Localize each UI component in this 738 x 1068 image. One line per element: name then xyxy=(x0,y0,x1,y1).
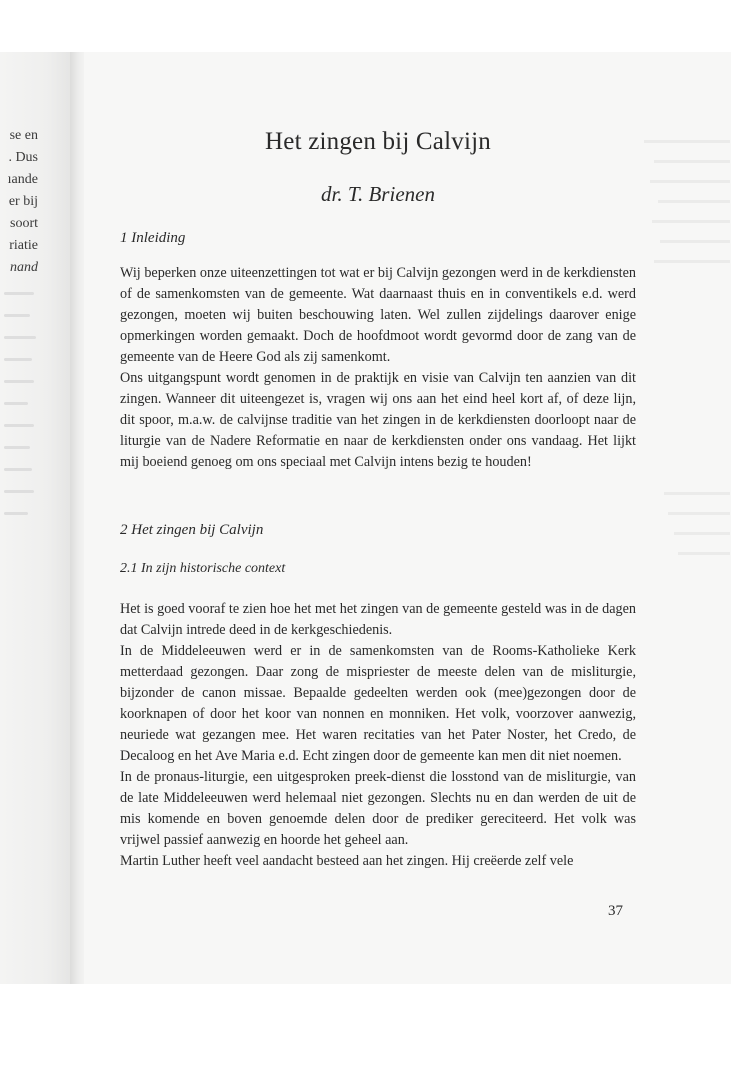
section-heading: 1 Inleiding xyxy=(120,230,186,246)
paragraph: Het is goed vooraf te zien hoe het met het zingen van de gemeente gesteld was in de dagen dat Calvijn intrede deed in de kerkgeschiedenis. xyxy=(120,601,636,638)
bleed-through-mark xyxy=(4,380,34,383)
bleed-through-mark xyxy=(652,220,730,223)
bleed-through-mark xyxy=(674,532,730,535)
left-page-fragment: . Dus xyxy=(8,150,38,165)
bleed-through-mark xyxy=(664,492,730,495)
paragraph: In de pronaus-liturgie, een uitgesproken preek-dienst die losstond van de misliturgie, van de late Middeleeuwen werd helemaal niet gezongen. Slechts nu en dan werden de uit de mis komende en boven genoemde delen door de prediker gereciteerd. Het volk was vrijwel passief aanwezig en hoorde het geheel aan. xyxy=(120,769,636,848)
bleed-through-mark xyxy=(4,468,32,471)
left-page-fragment: soort xyxy=(10,216,38,231)
page-number: 37 xyxy=(608,903,623,919)
left-page-fragment: se en xyxy=(9,128,38,143)
paragraph: Martin Luther heeft veel aandacht besteed aan het zingen. Hij creëerde zelf vele xyxy=(120,853,574,869)
paragraph: Wij beperken onze uiteenzettingen tot wat er bij Calvijn gezongen werd in de kerkdiensten of de samenkomsten van de gemeente. Wat daarnaast thuis en in conventikels e.d. werd gezongen, moeten wij buiten beschouwing laten. Wel zullen zijdelings daarover enige opmerkingen worden gemaakt. Doch de hoofdmoot wordt gevormd door de zang van de gemeente van de Heere God als zij samenkomt. xyxy=(120,265,636,365)
bleed-through-mark xyxy=(678,552,730,555)
paragraph: In de Middeleeuwen werd er in de samenkomsten van de Rooms-Katholieke Kerk metterdaad gezongen. Daar zong de mispriester de meeste delen van de misliturgie, bijzonder de canon missae. Bepaalde gedeelten werden ook (mee)gezongen door de koorknapen of door het koor van nonnen en monniken. Het volk, voorzover aanwezig, neuriede wat gezangen mee. Het waren recitaties van het Pater Noster, het Credo, de Decaloog en het Ave Maria e.d. Echt zingen door de gemeente kan men dit niet noemen. xyxy=(120,643,636,764)
left-page-fragment: er bij xyxy=(8,194,38,209)
section-body xyxy=(120,599,636,872)
bleed-through-mark xyxy=(654,160,730,163)
bleed-through-mark xyxy=(4,512,28,515)
bleed-through-mark xyxy=(4,336,36,339)
subsection-heading: 2.1 In zijn historische context xyxy=(120,561,286,576)
left-page-fragment: riatie xyxy=(9,238,38,253)
article-title: Het zingen bij Calvijn xyxy=(265,128,491,155)
section-body xyxy=(120,263,636,473)
paragraph: Ons uitgangspunt wordt genomen in de praktijk en visie van Calvijn ten aanzien van dit zingen. Wanneer dit uiteengezet is, vragen wij ons aan het eind heel kort af, of deze lijn, dit spoor, m.a.w. de calvijnse traditie van het zingen in de kerkdiensten doorloopt naar de liturgie van de Nadere Reformatie en naar de kerkdiensten onder ons vandaag. Het lijkt mij boeiend genoeg om ons speciaal met Calvijn intens bezig te houden! xyxy=(120,370,636,470)
bleed-through-mark xyxy=(4,358,32,361)
bleed-through-mark xyxy=(4,402,28,405)
left-page-fragment: nand xyxy=(10,260,38,275)
bleed-through-mark xyxy=(4,446,30,449)
bleed-through-mark xyxy=(4,490,34,493)
left-page-fragment: ıande xyxy=(7,172,38,187)
section-heading: 2 Het zingen bij Calvijn xyxy=(120,522,264,538)
bleed-through-mark xyxy=(660,240,730,243)
bleed-through-mark xyxy=(668,512,730,515)
bleed-through-mark xyxy=(4,424,34,427)
article-author: dr. T. Brienen xyxy=(321,182,435,206)
bleed-through-mark xyxy=(4,292,34,295)
bleed-through-mark xyxy=(654,260,730,263)
bleed-through-mark xyxy=(4,314,30,317)
